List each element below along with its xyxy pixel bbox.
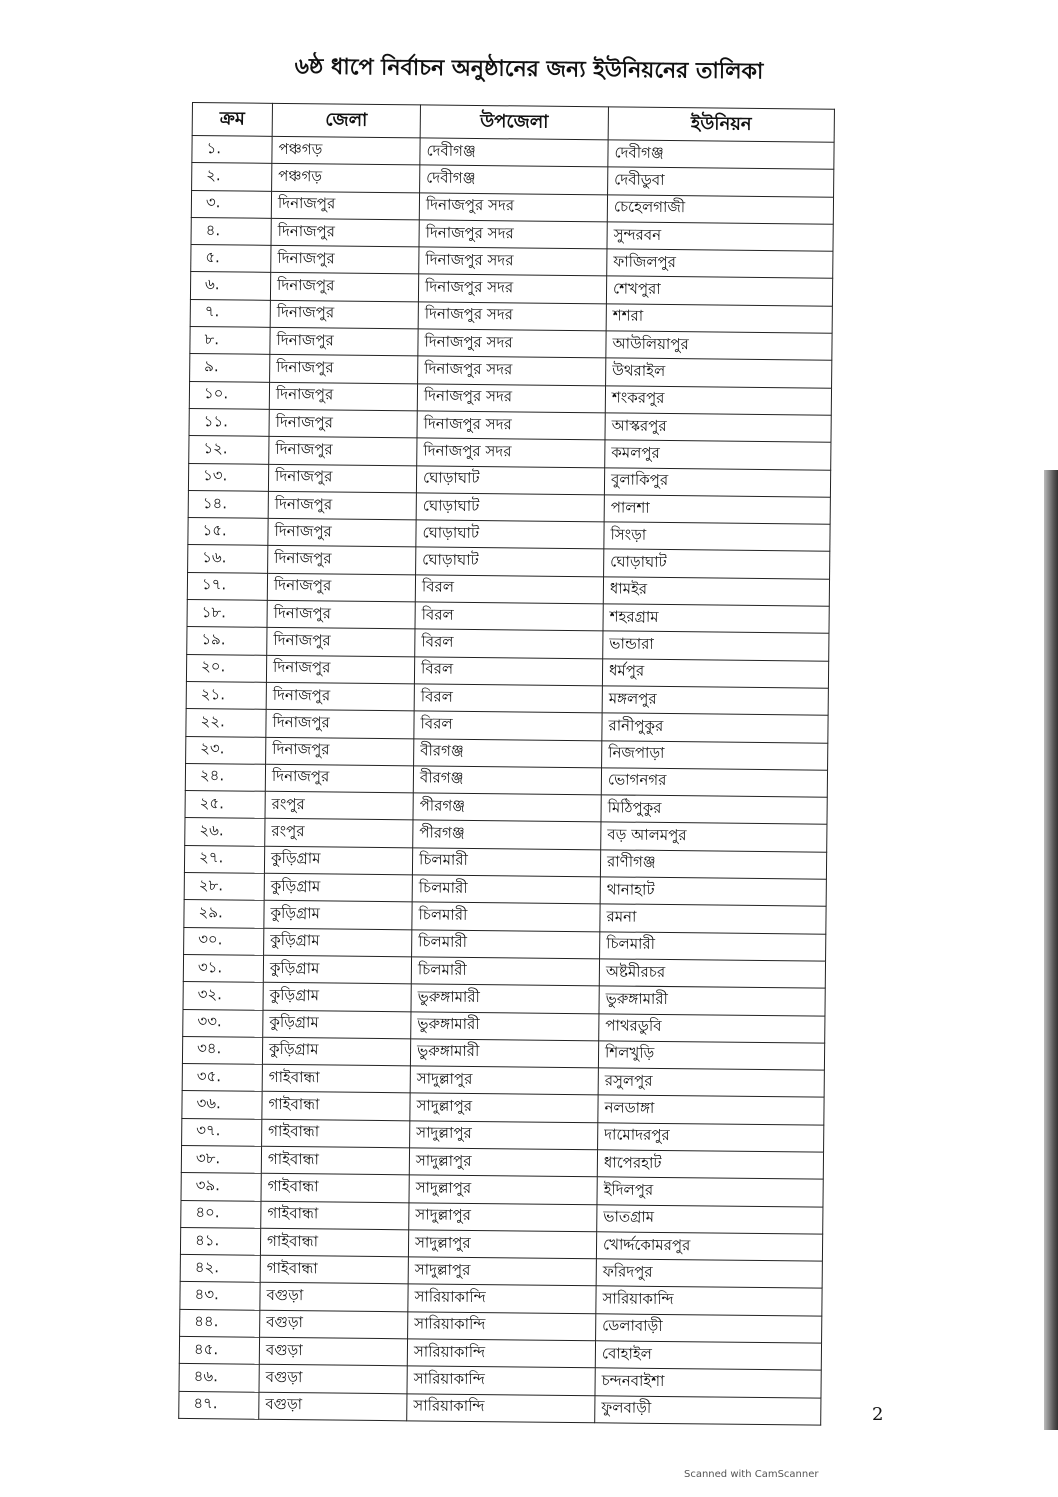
- cell-district: গাইবান্ধা: [261, 1174, 409, 1203]
- cell-upazila: দিনাজপুর সদর: [418, 302, 606, 331]
- cell-district: গাইবান্ধা: [262, 1119, 410, 1148]
- cell-upazila: ভুরুঙ্গামারী: [410, 1039, 598, 1068]
- cell-district: রংপুর: [265, 819, 413, 848]
- cell-union: ফরিদপুর: [596, 1259, 822, 1289]
- cell-serial: ২০.: [186, 654, 266, 682]
- cell-serial: ৩২.: [183, 982, 263, 1010]
- cell-serial: ৪৫.: [179, 1337, 259, 1365]
- cell-union: চন্দনবাইশা: [595, 1368, 821, 1398]
- cell-union: রমনা: [600, 904, 826, 934]
- cell-upazila: সাদুল্লাপুর: [409, 1148, 597, 1177]
- cell-serial: ২৭.: [184, 845, 264, 873]
- cell-serial: ২২.: [186, 709, 266, 737]
- cell-serial: ১.: [192, 136, 272, 164]
- cell-serial: ১০.: [189, 381, 269, 409]
- header-upazila: উপজেলা: [420, 105, 608, 140]
- cell-district: কুড়িগ্রাম: [264, 928, 412, 957]
- cell-union: বোহাইল: [595, 1341, 821, 1371]
- cell-upazila: বিরল: [414, 657, 602, 686]
- cell-district: দিনাজপুর: [266, 682, 414, 711]
- cell-union: খোর্দ্দকোমরপুর: [596, 1232, 822, 1262]
- cell-upazila: সাদুল্লাপুর: [409, 1202, 597, 1231]
- cell-district: বগুড়া: [259, 1365, 407, 1394]
- cell-serial: ৯.: [190, 354, 270, 382]
- cell-union: দেবীগঞ্জ: [608, 140, 834, 170]
- cell-district: দিনাজপুর: [270, 327, 418, 356]
- cell-serial: ৪.: [191, 217, 271, 245]
- cell-union: শংকরপুর: [605, 386, 831, 416]
- cell-district: কুড়িগ্রাম: [263, 982, 411, 1011]
- cell-serial: ২.: [192, 163, 272, 191]
- header-serial: ক্রম: [192, 103, 272, 137]
- cell-district: দিনাজপুর: [265, 764, 413, 793]
- cell-serial: ১৯.: [187, 627, 267, 655]
- cell-serial: ৫.: [191, 245, 271, 273]
- cell-union: ধাপেরহাট: [597, 1150, 823, 1180]
- cell-district: কুড়িগ্রাম: [262, 1037, 410, 1066]
- cell-serial: ২৫.: [185, 791, 265, 819]
- cell-serial: ১৫.: [188, 518, 268, 546]
- cell-district: গাইবান্ধা: [261, 1201, 409, 1230]
- cell-upazila: সারিয়াকান্দি: [407, 1339, 595, 1368]
- cell-upazila: চিলমারী: [412, 902, 600, 931]
- cell-upazila: বিরল: [415, 602, 603, 631]
- cell-union: রসুলপুর: [598, 1068, 824, 1098]
- cell-upazila: সারিয়াকান্দি: [407, 1393, 595, 1422]
- cell-union: পালশা: [604, 495, 830, 525]
- cell-district: দিনাজপুর: [266, 710, 414, 739]
- header-district: জেলা: [272, 103, 420, 138]
- cell-union: নিজপাড়া: [602, 740, 828, 770]
- cell-upazila: দিনাজপুর সদর: [419, 192, 607, 221]
- cell-union: ফাজিলপুর: [607, 249, 833, 279]
- cell-union: উথরাইল: [606, 358, 832, 388]
- cell-union: শেখপুরা: [606, 276, 832, 306]
- cell-union: পাথরডুবি: [599, 1013, 825, 1043]
- cell-upazila: দেবীগঞ্জ: [420, 138, 608, 167]
- cell-district: দিনাজপুর: [267, 573, 415, 602]
- cell-serial: ২৯.: [184, 900, 264, 928]
- cell-district: দিনাজপুর: [270, 273, 418, 302]
- cell-union: দামোদরপুর: [598, 1122, 824, 1152]
- cell-upazila: পীরগঞ্জ: [413, 793, 601, 822]
- cell-union: ভাতগ্রাম: [597, 1204, 823, 1234]
- cell-union: বুলাকিপুর: [604, 467, 830, 497]
- cell-serial: ৩৯.: [181, 1173, 261, 1201]
- cell-upazila: সারিয়াকান্দি: [407, 1366, 595, 1395]
- cell-serial: ১১.: [189, 408, 269, 436]
- cell-upazila: সাদুল্লাপুর: [410, 1066, 598, 1095]
- cell-union: দেবীডুবা: [608, 167, 834, 197]
- cell-union: আস্করপুর: [605, 413, 831, 443]
- cell-serial: ১৪.: [188, 490, 268, 518]
- cell-serial: ৩৮.: [181, 1145, 261, 1173]
- cell-upazila: দিনাজপুর সদর: [417, 438, 605, 467]
- cell-serial: ২৬.: [185, 818, 265, 846]
- cell-serial: ৪৬.: [179, 1364, 259, 1392]
- cell-district: দিনাজপুর: [267, 600, 415, 629]
- cell-district: পঞ্চগড়: [272, 136, 420, 165]
- cell-union: অষ্টমীরচর: [599, 959, 825, 989]
- cell-serial: ৪৩.: [180, 1282, 260, 1310]
- cell-serial: ৪০.: [181, 1200, 261, 1228]
- cell-upazila: ভুরুঙ্গামারী: [411, 984, 599, 1013]
- cell-serial: ৩৬.: [182, 1091, 262, 1119]
- cell-upazila: বিরল: [414, 684, 602, 713]
- cell-upazila: বিরল: [415, 575, 603, 604]
- cell-upazila: ঘোড়াঘাট: [416, 520, 604, 549]
- cell-district: বগুড়া: [260, 1310, 408, 1339]
- cell-district: কুড়িগ্রাম: [264, 901, 412, 930]
- cell-serial: ১৬.: [188, 545, 268, 573]
- cell-district: দিনাজপুর: [268, 518, 416, 547]
- cell-union: সিংড়া: [604, 522, 830, 552]
- cell-district: গাইবান্ধা: [260, 1255, 408, 1284]
- cell-union: সারিয়াকান্দি: [596, 1286, 822, 1316]
- cell-district: গাইবান্ধা: [260, 1228, 408, 1257]
- cell-union: ভোগনগর: [601, 768, 827, 798]
- cell-serial: ৬.: [190, 272, 270, 300]
- cell-union: রাণীগঞ্জ: [600, 850, 826, 880]
- cell-serial: ২৩.: [186, 736, 266, 764]
- cell-upazila: ভুরুঙ্গামারী: [411, 1011, 599, 1040]
- cell-upazila: বীরগঞ্জ: [413, 766, 601, 795]
- cell-union: চিলমারী: [600, 931, 826, 961]
- cell-district: বগুড়া: [260, 1283, 408, 1312]
- cell-upazila: ঘোড়াঘাট: [416, 547, 604, 576]
- cell-upazila: দিনাজপুর সদর: [418, 274, 606, 303]
- cell-upazila: দিনাজপুর সদর: [417, 384, 605, 413]
- cell-serial: ৮.: [190, 327, 270, 355]
- cell-serial: ৩৩.: [183, 1009, 263, 1037]
- cell-district: দিনাজপুর: [267, 628, 415, 657]
- cell-district: কুড়িগ্রাম: [263, 955, 411, 984]
- cell-union: মিঠিপুকুর: [601, 795, 827, 825]
- cell-union: মঙ্গলপুর: [602, 686, 828, 716]
- cell-serial: ১৭.: [187, 572, 267, 600]
- cell-district: বগুড়া: [259, 1337, 407, 1366]
- table-body: [179, 136, 834, 1426]
- cell-union: ঘোড়াঘাট: [604, 549, 830, 579]
- cell-district: কুড়িগ্রাম: [264, 846, 412, 875]
- cell-district: গাইবান্ধা: [262, 1064, 410, 1093]
- cell-upazila: ঘোড়াঘাট: [416, 465, 604, 494]
- cell-district: দিনাজপুর: [271, 191, 419, 220]
- cell-union: আউলিয়াপুর: [606, 331, 832, 361]
- cell-upazila: সারিয়াকান্দি: [408, 1312, 596, 1341]
- cell-upazila: বিরল: [415, 629, 603, 658]
- cell-upazila: পীরগঞ্জ: [413, 820, 601, 849]
- cell-upazila: সাদুল্লাপুর: [410, 1093, 598, 1122]
- cell-district: কুড়িগ্রাম: [264, 873, 412, 902]
- cell-serial: ৩৭.: [182, 1118, 262, 1146]
- cell-upazila: দিনাজপুর সদর: [419, 247, 607, 276]
- cell-union: শশরা: [606, 304, 832, 334]
- table-row: [179, 1391, 821, 1425]
- cell-district: রংপুর: [265, 791, 413, 820]
- cell-serial: ২৪.: [185, 763, 265, 791]
- cell-upazila: দেবীগঞ্জ: [420, 165, 608, 194]
- cell-district: দিনাজপুর: [270, 355, 418, 384]
- cell-serial: ২১.: [186, 681, 266, 709]
- cell-upazila: সারিয়াকান্দি: [408, 1284, 596, 1313]
- cell-serial: ৩.: [191, 190, 271, 218]
- cell-union: চেহেলগাজী: [607, 194, 833, 224]
- union-list-table: [178, 102, 835, 1426]
- cell-union: ভুরুঙ্গামারী: [599, 986, 825, 1016]
- cell-union: ডেলাবাড়ী: [596, 1314, 822, 1344]
- cell-upazila: চিলমারী: [412, 848, 600, 877]
- cell-union: নলডাঙ্গা: [598, 1095, 824, 1125]
- cell-union: ধামইর: [603, 577, 829, 607]
- cell-district: বগুড়া: [259, 1392, 407, 1421]
- cell-serial: ৩০.: [184, 927, 264, 955]
- cell-union: ফুলবাড়ী: [595, 1395, 821, 1425]
- union-list-table-container: [178, 102, 835, 1426]
- page-number: 2: [872, 1404, 884, 1425]
- cell-union: ভান্ডারা: [603, 631, 829, 661]
- cell-upazila: সাদুল্লাপুর: [410, 1121, 598, 1150]
- cell-district: কুড়িগ্রাম: [263, 1010, 411, 1039]
- cell-district: দিনাজপুর: [271, 218, 419, 247]
- cell-serial: ৪২.: [180, 1255, 260, 1283]
- cell-district: গাইবান্ধা: [262, 1092, 410, 1121]
- cell-upazila: সাদুল্লাপুর: [408, 1230, 596, 1259]
- cell-district: দিনাজপুর: [271, 246, 419, 275]
- cell-serial: ৪৭.: [179, 1391, 259, 1419]
- cell-union: শহরগ্রাম: [603, 604, 829, 634]
- cell-district: দিনাজপুর: [266, 737, 414, 766]
- cell-union: কমলপুর: [605, 440, 831, 470]
- cell-serial: ৩১.: [183, 954, 263, 982]
- cell-serial: ১২.: [189, 436, 269, 464]
- cell-upazila: দিনাজপুর সদর: [418, 329, 606, 358]
- page-title: ৬ষ্ঠ ধাপে নির্বাচন অনুষ্ঠানের জন্য ইউনিয়নের তালিকা: [294, 54, 764, 85]
- scanner-watermark: Scanned with CamScanner: [684, 1469, 819, 1480]
- cell-upazila: বিরল: [414, 711, 602, 740]
- cell-union: ধর্মপুর: [602, 658, 828, 688]
- cell-district: দিনাজপুর: [269, 382, 417, 411]
- cell-serial: ৪১.: [180, 1227, 260, 1255]
- cell-district: দিনাজপুর: [270, 300, 418, 329]
- cell-serial: ১৩.: [188, 463, 268, 491]
- cell-union: শিলখুড়ি: [598, 1041, 824, 1071]
- cell-district: দিনাজপুর: [268, 464, 416, 493]
- cell-upazila: সাদুল্লাপুর: [408, 1257, 596, 1286]
- cell-serial: ২৮.: [184, 872, 264, 900]
- cell-district: দিনাজপুর: [269, 409, 417, 438]
- cell-upazila: দিনাজপুর সদর: [418, 356, 606, 385]
- cell-union: রানীপুকুর: [602, 713, 828, 743]
- cell-upazila: সাদুল্লাপুর: [409, 1175, 597, 1204]
- cell-upazila: চিলমারী: [412, 875, 600, 904]
- cell-union: সুন্দরবন: [607, 222, 833, 252]
- cell-serial: ৩৫.: [182, 1064, 262, 1092]
- cell-district: দিনাজপুর: [268, 491, 416, 520]
- cell-union: বড় আলমপুর: [601, 822, 827, 852]
- cell-district: গাইবান্ধা: [261, 1146, 409, 1175]
- cell-district: দিনাজপুর: [268, 546, 416, 575]
- cell-district: দিনাজপুর: [266, 655, 414, 684]
- cell-upazila: চিলমারী: [412, 929, 600, 958]
- cell-upazila: চিলমারী: [411, 957, 599, 986]
- header-union: ইউনিয়ন: [608, 107, 834, 142]
- cell-upazila: ঘোড়াঘাট: [416, 493, 604, 522]
- cell-upazila: দিনাজপুর সদর: [419, 220, 607, 249]
- cell-district: পঞ্চগড়: [272, 164, 420, 193]
- cell-union: থানাহাট: [600, 877, 826, 907]
- cell-upazila: দিনাজপুর সদর: [417, 411, 605, 440]
- cell-serial: ৪৪.: [180, 1309, 260, 1337]
- page-edge-shadow: [1044, 470, 1058, 1430]
- cell-serial: ৩৪.: [182, 1036, 262, 1064]
- cell-serial: ১৮.: [187, 600, 267, 628]
- cell-serial: ৭.: [190, 299, 270, 327]
- cell-upazila: বীরগঞ্জ: [414, 738, 602, 767]
- cell-district: দিনাজপুর: [269, 437, 417, 466]
- cell-union: ইদিলপুর: [597, 1177, 823, 1207]
